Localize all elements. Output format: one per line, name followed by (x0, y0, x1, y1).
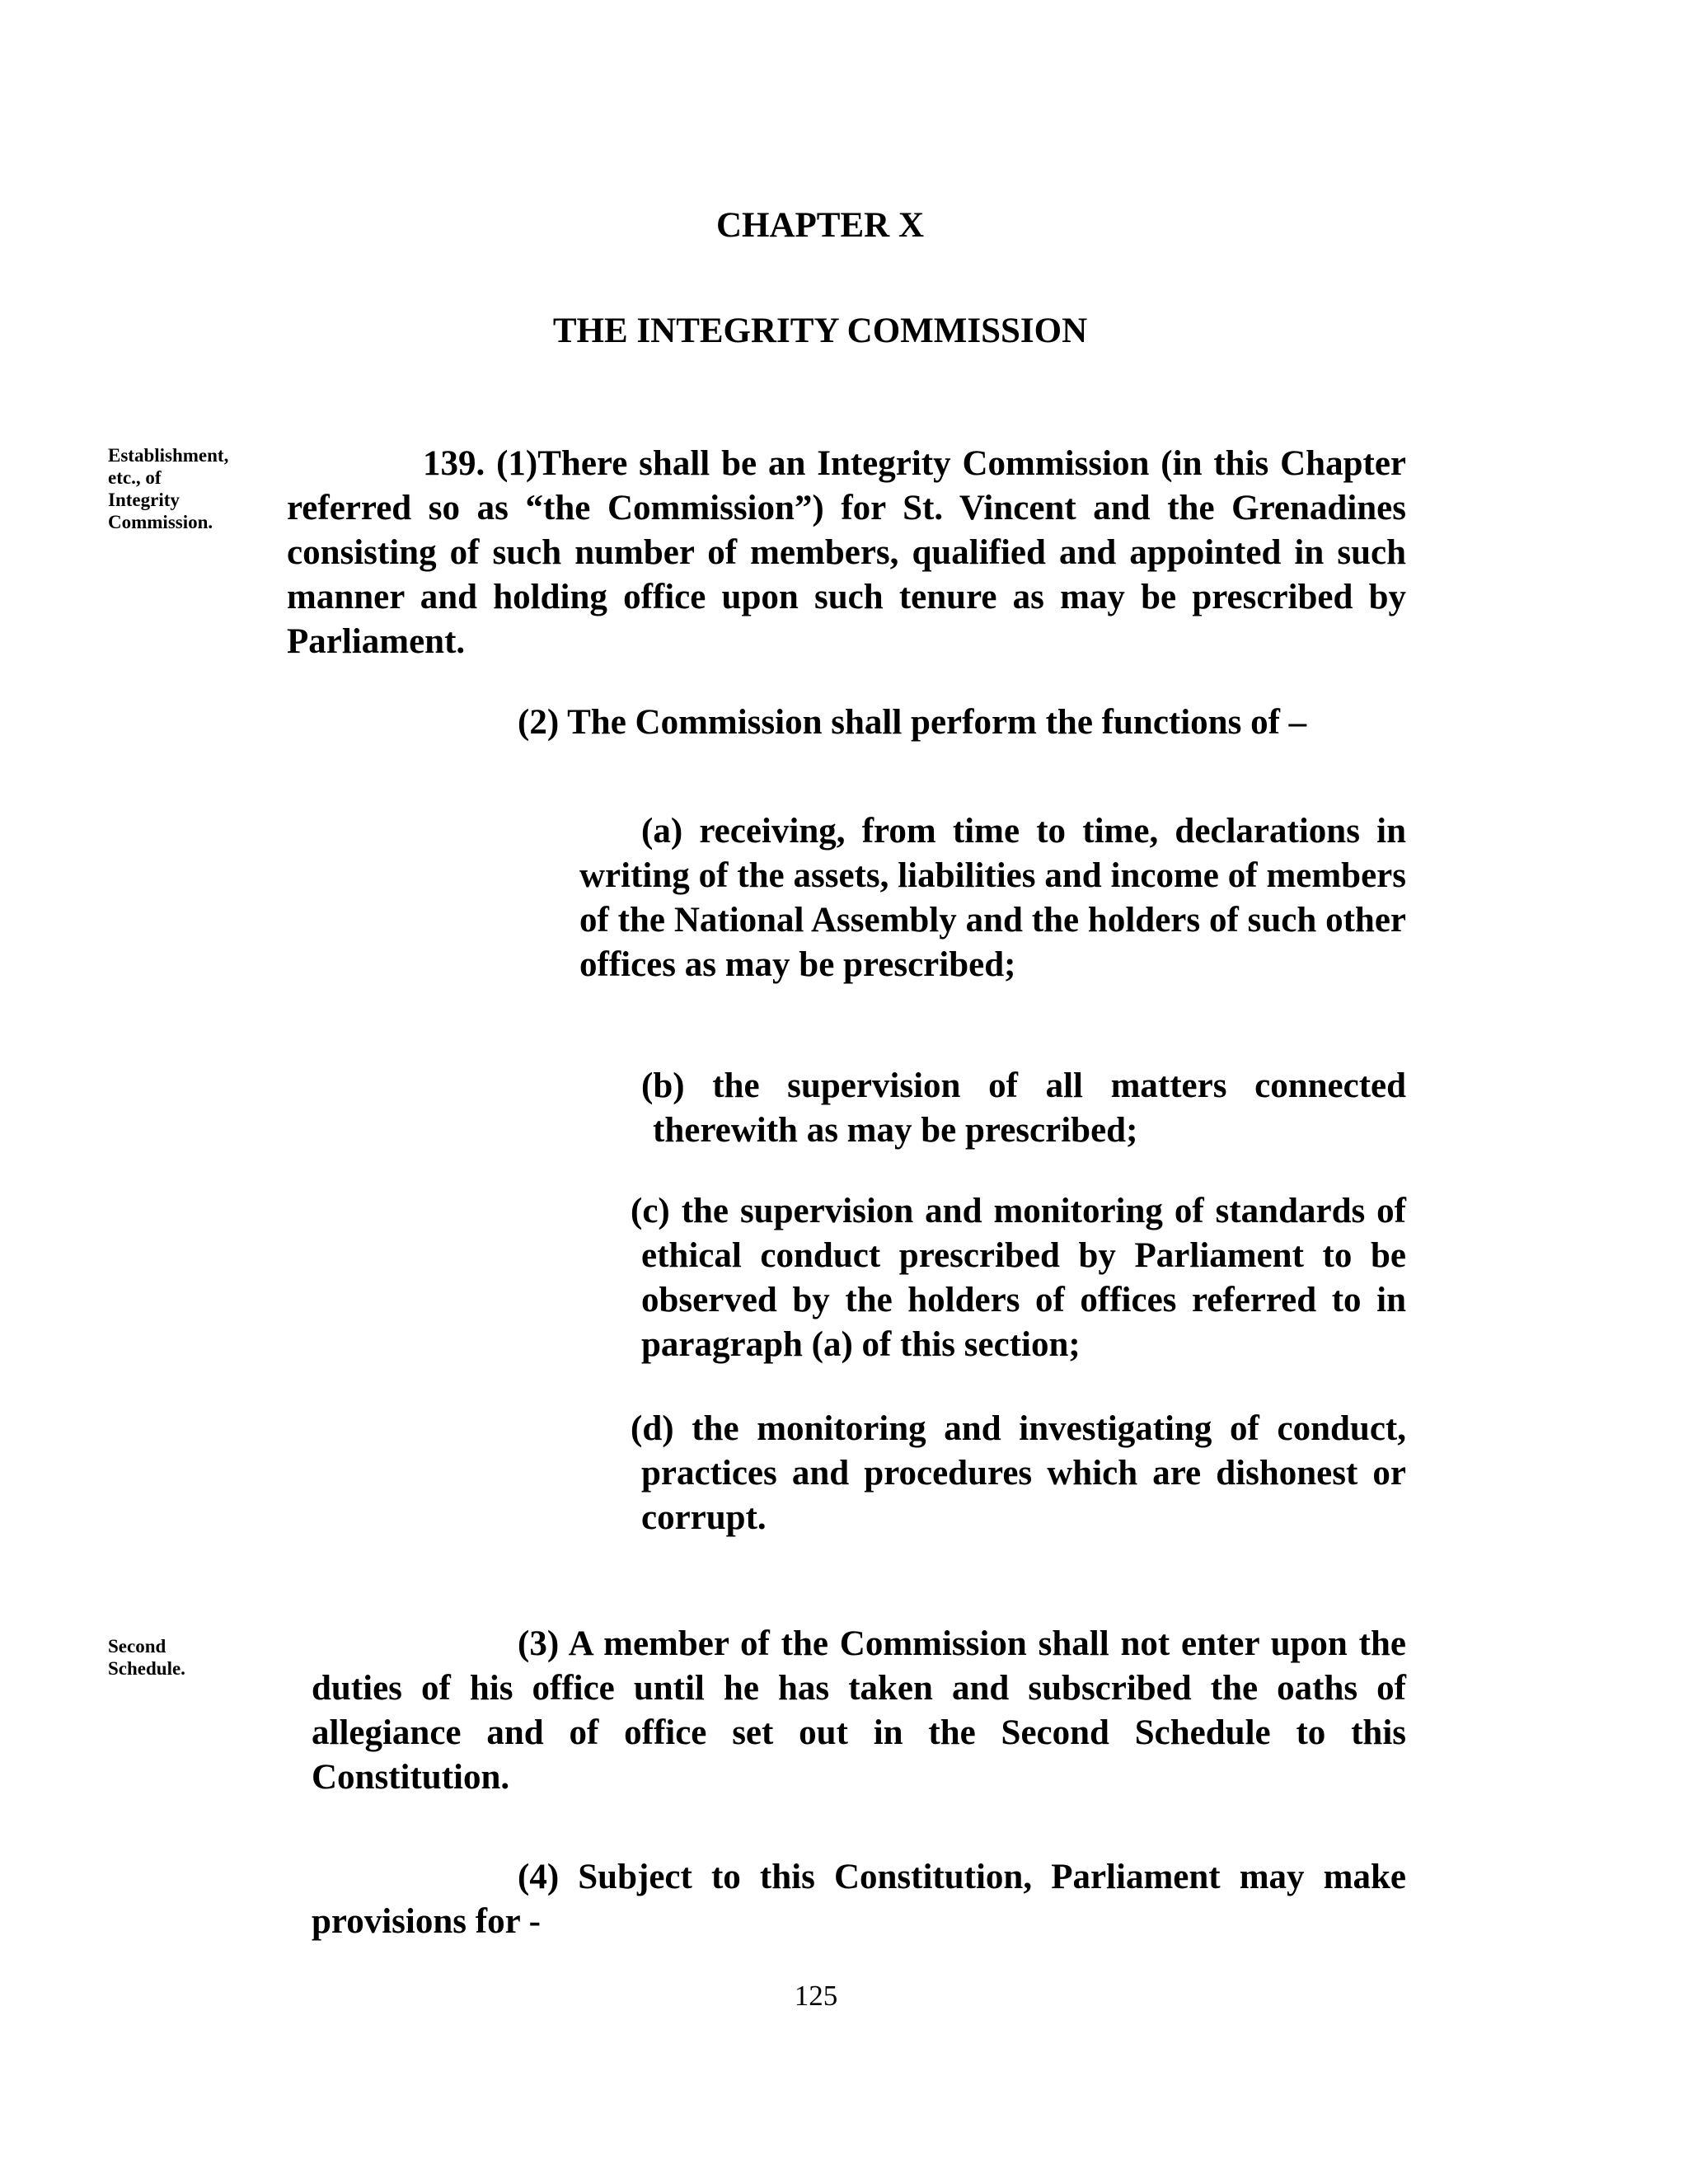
function-item-c-body: the supervision and monitoring of standards of ethical conduct prescribed by Parliament to be observed by the holders of offices referred to in paragraph (a) of this section; (641, 1192, 1406, 1364)
function-item-c-text (579, 1189, 1406, 1367)
page-number: 125 (794, 1980, 838, 2012)
margin-note-second-schedule: Second Schedule. (108, 1636, 185, 1679)
margin-note-establishment: Establishment, etc., of Integrity Commission. (108, 445, 229, 532)
function-item-c-label: (c) (631, 1192, 670, 1230)
function-item-b (579, 1064, 1406, 1153)
function-item-c (579, 1189, 1406, 1367)
function-item-d-label: (d) (631, 1409, 674, 1448)
function-item-b-body: the supervision of all matters connected therewith as may be prescribed; (653, 1066, 1407, 1150)
function-item-a-text (579, 809, 1406, 987)
section-139-subsection-1: 139. (1)There shall be an Integrity Commission (in this Chapter referred so as “the Commission”) for St. Vincent and the Grenadines consisting of such number of members, qualified and appointed in such manner and holding office upon such tenure as may be prescribed by Parliament. (287, 444, 1406, 661)
function-item-d-body: the monitoring and investigating of conduct, practices and procedures which are dishonest or corrupt. (641, 1409, 1406, 1537)
section-139-subsection-3: (3) A member of the Commission shall not enter upon the duties of his office until he has taken and subscribed the oaths of allegiance and of office set out in the Second Schedule to this Constitution. (312, 1624, 1406, 1797)
function-item-a-body: receiving, from time to time, declarations in writing of the assets, liabilities and income of members of the National Assembly and the holders of such other offices as may be prescribed; (579, 812, 1407, 984)
section-139-subsection-4: (4) Subject to this Constitution, Parliament may make provisions for - (312, 1858, 1406, 1941)
function-item-d (579, 1407, 1406, 1540)
function-item-b-label: (b) (641, 1066, 685, 1105)
function-item-d-text (579, 1407, 1406, 1540)
function-item-a (579, 809, 1406, 987)
chapter-title: THE INTEGRITY COMMISSION (552, 312, 1088, 350)
function-item-b-text (579, 1064, 1406, 1153)
chapter-number: CHAPTER X (715, 206, 925, 245)
function-item-a-label: (a) (641, 812, 683, 851)
section-139-subsection-2: (2) The Commission shall perform the functions of – (518, 703, 1307, 742)
